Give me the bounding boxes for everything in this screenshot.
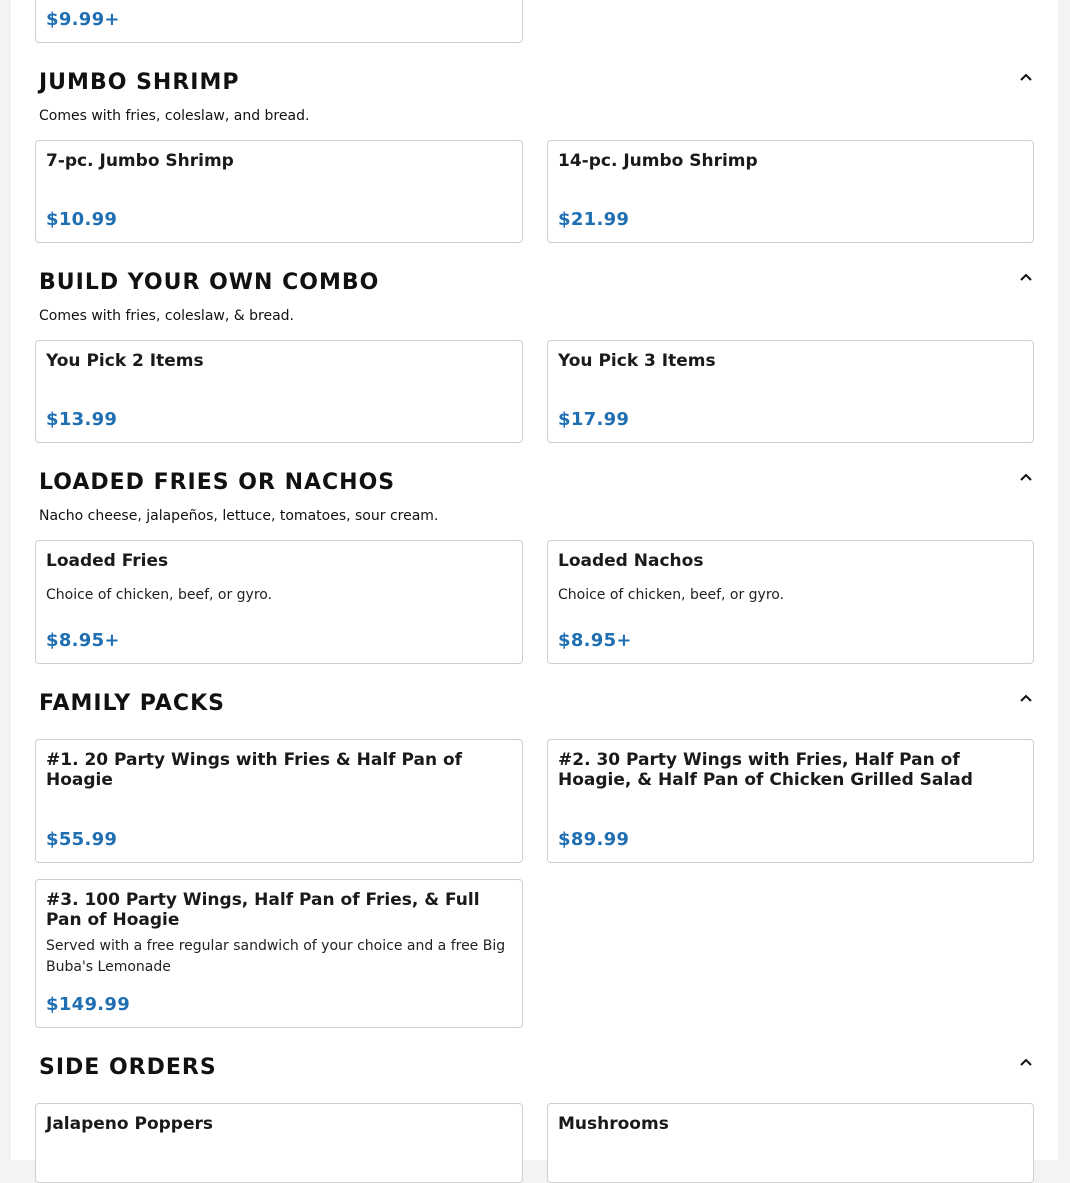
item-price: $9.99+: [46, 9, 120, 30]
item-name: #2. 30 Party Wings with Fries, Half Pan of Hoagie, & Half Pan of Chicken Grilled Salad: [558, 750, 973, 790]
chevron-up-icon[interactable]: [1016, 1052, 1036, 1072]
item-price: $55.99: [46, 829, 118, 850]
menu-item-card[interactable]: [547, 340, 1034, 443]
item-price: $10.99: [46, 209, 118, 230]
menu-page: [11, 0, 1058, 1160]
menu-item-card[interactable]: [35, 0, 523, 43]
item-name: Mushrooms: [558, 1114, 669, 1134]
chevron-up-icon[interactable]: [1016, 67, 1036, 87]
menu-item-card[interactable]: [35, 140, 523, 243]
item-name: #3. 100 Party Wings, Half Pan of Fries, & Full Pan of Hoagie: [46, 890, 480, 930]
item-name: 7-pc. Jumbo Shrimp: [46, 151, 234, 171]
menu-item-card[interactable]: [35, 739, 523, 863]
chevron-up-icon[interactable]: [1016, 267, 1036, 287]
item-name: #1. 20 Party Wings with Fries & Half Pan of Hoagie: [46, 750, 463, 790]
item-name: Loaded Fries: [46, 551, 169, 571]
section-description: Nacho cheese, jalapeños, lettuce, tomatoes, sour cream.: [39, 508, 439, 524]
chevron-up-icon[interactable]: [1016, 688, 1036, 708]
section-title: LOADED FRIES OR NACHOS: [39, 470, 396, 495]
item-price: $89.99: [558, 829, 630, 850]
item-description: Choice of chicken, beef, or gyro.: [46, 587, 273, 603]
item-name: You Pick 2 Items: [46, 351, 204, 371]
section-title: SIDE ORDERS: [39, 1055, 217, 1080]
item-description: Served with a free regular sandwich of your choice and a free Big Buba's Lemonade: [46, 938, 506, 975]
item-description: Choice of chicken, beef, or gyro.: [558, 587, 785, 603]
item-name: Jalapeno Poppers: [46, 1114, 214, 1134]
section-title: BUILD YOUR OWN COMBO: [39, 270, 380, 295]
item-price: $21.99: [558, 209, 630, 230]
item-price: $13.99: [46, 409, 118, 430]
item-name: Loaded Nachos: [558, 551, 704, 571]
menu-item-card[interactable]: [35, 879, 523, 1028]
menu-item-card[interactable]: [35, 540, 523, 664]
menu-item-card[interactable]: [547, 540, 1034, 664]
section-title: FAMILY PACKS: [39, 691, 225, 716]
item-price: $8.95+: [558, 630, 632, 651]
item-price: $149.99: [46, 994, 131, 1015]
item-name: 14-pc. Jumbo Shrimp: [558, 151, 758, 171]
menu-item-card[interactable]: [35, 340, 523, 443]
section-title: JUMBO SHRIMP: [39, 70, 240, 95]
section-description: Comes with fries, coleslaw, & bread.: [39, 308, 294, 324]
menu-item-card[interactable]: [547, 739, 1034, 863]
section-description: Comes with fries, coleslaw, and bread.: [39, 108, 310, 124]
menu-item-card[interactable]: [547, 1103, 1034, 1183]
menu-item-card[interactable]: [547, 140, 1034, 243]
item-name: You Pick 3 Items: [558, 351, 716, 371]
item-price: $8.95+: [46, 630, 120, 651]
menu-item-card[interactable]: [35, 1103, 523, 1183]
item-price: $17.99: [558, 409, 630, 430]
chevron-up-icon[interactable]: [1016, 467, 1036, 487]
